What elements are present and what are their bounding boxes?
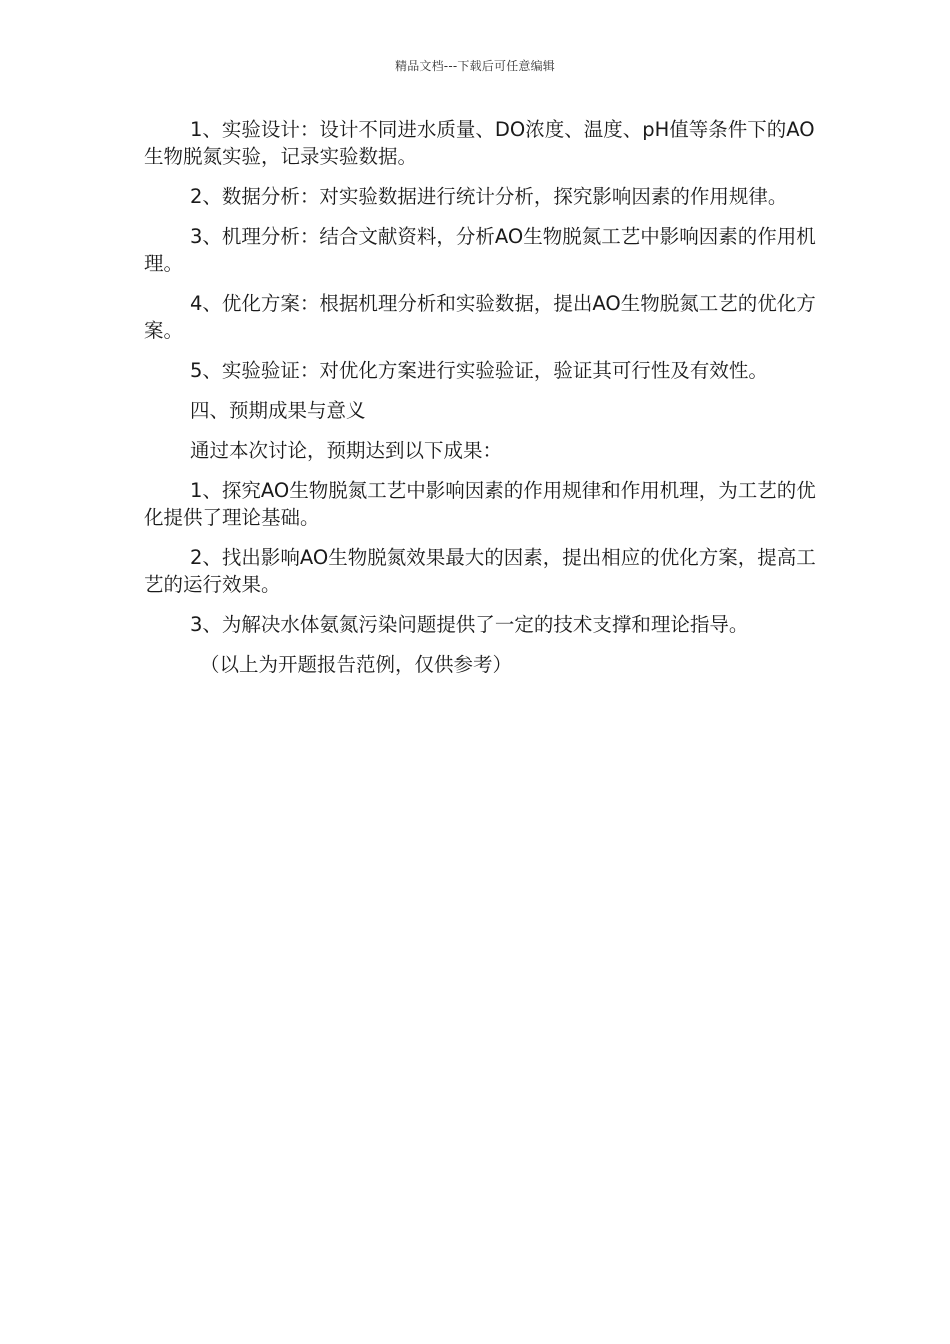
paragraph-experiment-design: 1、实验设计：设计不同进水质量、DO浓度、温度、pH值等条件下的AO生物脱氮实验，记录实验数据。 [144,118,815,168]
paragraph-optimization-plan: 4、优化方案：根据机理分析和实验数据，提出AO生物脱氮工艺的优化方案。 [144,292,816,342]
paragraph-data-analysis: 2、数据分析：对实验数据进行统计分析，探究影响因素的作用规律。 [190,185,788,208]
paragraph-result-2: 2、找出影响AO生物脱氮效果最大的因素，提出相应的优化方案，提高工艺的运行效果。 [144,546,816,596]
section-heading-expected-results: 四、预期成果与意义 [190,399,366,422]
paragraph-results-intro: 通过本次讨论，预期达到以下成果： [190,439,503,462]
page-header: 精品文档---下载后可任意编辑 [395,59,555,73]
paragraph-result-3: 3、为解决水体氨氮污染问题提供了一定的技术支撑和理论指导。 [190,613,749,636]
paragraph-disclaimer-note: （以上为开题报告范例，仅供参考） [200,653,513,676]
paragraph-mechanism-analysis: 3、机理分析：结合文献资料，分析AO生物脱氮工艺中影响因素的作用机理。 [144,225,816,275]
paragraph-result-1: 1、探究AO生物脱氮工艺中影响因素的作用规律和作用机理，为工艺的优化提供了理论基础。 [144,479,816,529]
document-body [144,116,824,691]
paragraph-experiment-verification: 5、实验验证：对优化方案进行实验验证，验证其可行性及有效性。 [190,359,768,382]
